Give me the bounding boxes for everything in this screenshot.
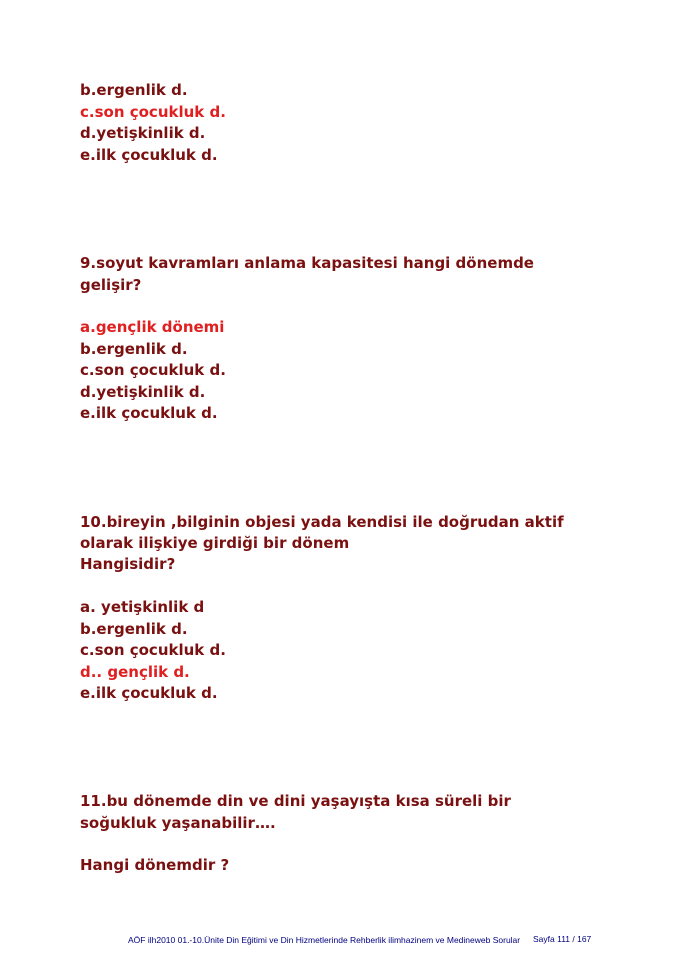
q9-option-b: b.ergenlik d. — [80, 340, 188, 358]
q8-option-c-correct: c.son çocukluk d. — [80, 103, 226, 121]
q10-option-d-correct: d.. gençlik d. — [80, 663, 190, 681]
q9-option-d: d.yetişkinlik d. — [80, 383, 206, 401]
q10-question-line3: Hangisidir? — [80, 555, 176, 573]
page-number: Sayfa 111 / 167 — [533, 934, 592, 944]
q11-question-line1: 11.bu dönemde din ve dini yaşayışta kısa süreli bir — [80, 792, 511, 810]
q8-option-b: b.ergenlik d. — [80, 81, 188, 99]
q10-option-b: b.ergenlik d. — [80, 620, 188, 638]
q10-option-c: c.son çocukluk d. — [80, 641, 226, 659]
q11-question-line3: Hangi dönemdir ? — [80, 856, 230, 874]
page-footer-text: AÖF ilh2010 01.-10.Ünite Din Eğitimi ve Din Hizmetlerinde Rehberlik ilimhazinem ve Medineweb Sorular — [128, 935, 521, 945]
q10-question-line1: 10.bireyin ,bilginin objesi yada kendisi ile doğrudan aktif — [80, 513, 564, 531]
q8-option-d: d.yetişkinlik d. — [80, 124, 206, 142]
q9-option-c: c.son çocukluk d. — [80, 361, 226, 379]
q8-option-e: e.ilk çocukluk d. — [80, 146, 218, 164]
q9-option-a-correct: a.gençlik dönemi — [80, 318, 225, 336]
q11-question-line2: soğukluk yaşanabilir…. — [80, 814, 276, 832]
q9-question-line1: 9.soyut kavramları anlama kapasitesi hangi dönemde — [80, 254, 534, 272]
q10-question-line2: olarak ilişkiye girdiği bir dönem — [80, 534, 350, 552]
q9-question-line2: gelişir? — [80, 276, 142, 294]
q10-option-a: a. yetişkinlik d — [80, 598, 205, 616]
q10-option-e: e.ilk çocukluk d. — [80, 684, 218, 702]
q9-option-e: e.ilk çocukluk d. — [80, 404, 218, 422]
